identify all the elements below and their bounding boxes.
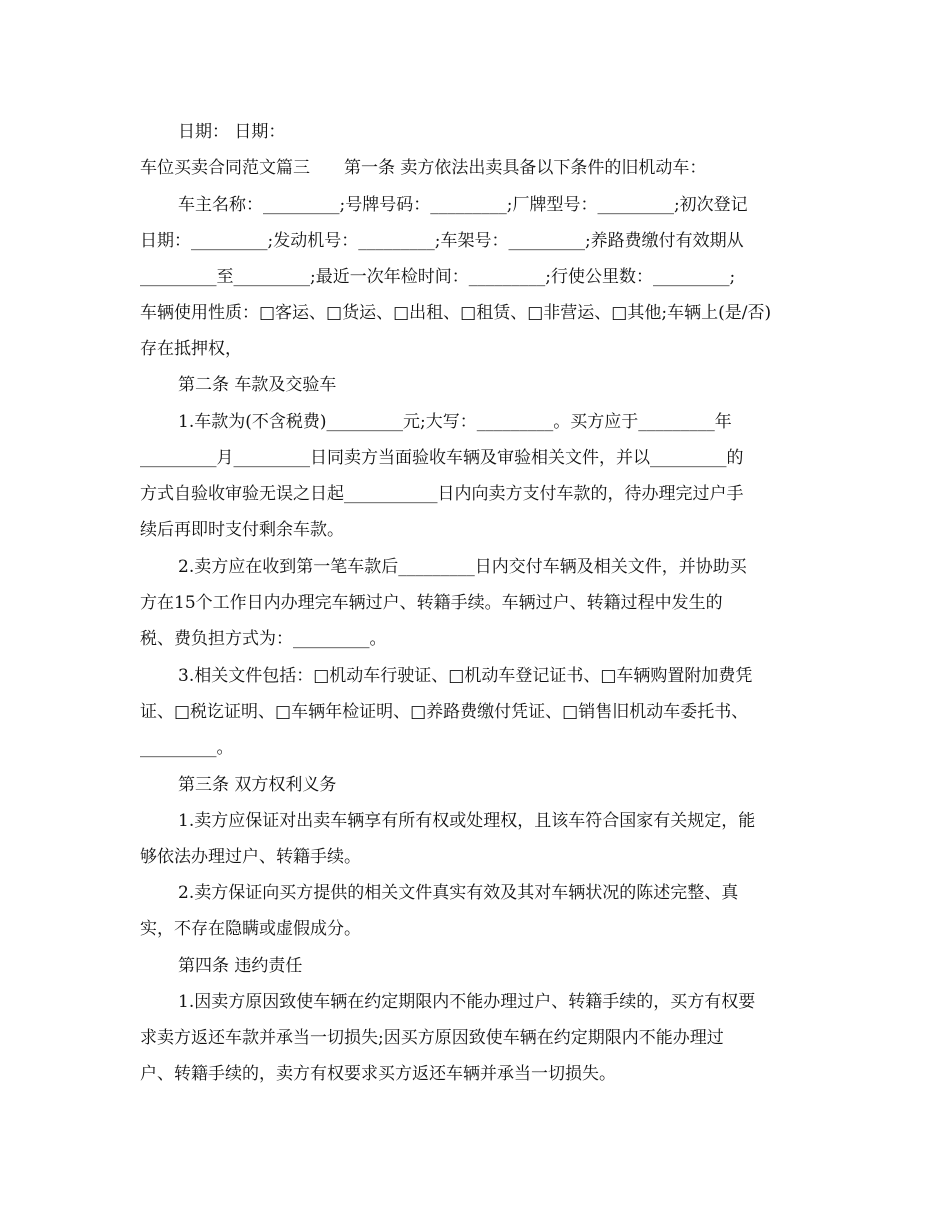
article1-line: 日期：_________;发动机号：_________;车架号：_________;养路费缴付有效期从 [140, 231, 744, 251]
article4-heading: 第四条 违约责任 [178, 956, 303, 976]
date-line: 日期： 日期： [178, 122, 286, 142]
article2-heading: 第二条 车款及交验车 [178, 375, 337, 395]
article2-p3-line: _________。 [140, 738, 234, 758]
article2-p3-line: 证、□税讫证明、□车辆年检证明、□养路费缴付凭证、□销售旧机动车委托书、 [140, 702, 749, 722]
article2-p2-line: 税、费负担方式为：_________。 [140, 629, 387, 649]
article2-p2-line: 2.卖方应在收到第一笔车款后_________日内交付车辆及相关文件，并协助买 [178, 557, 747, 577]
article3-p1-line: 够依法办理过户、转籍手续。 [140, 847, 361, 867]
article1-line: _________至_________;最近一次年检时间：_________;行使公里数：_________; [140, 267, 736, 287]
article2-p3-line: 3.相关文件包括：□机动车行驶证、□机动车登记证书、□车辆购置附加费凭 [178, 666, 753, 686]
title-line: 车位买卖合同范文篇三 第一条 卖方依法出卖具备以下条件的旧机动车： [140, 158, 707, 178]
article4-p1-line: 1.因卖方原因致使车辆在约定期限内不能办理过户、转籍手续的，买方有权要 [178, 992, 756, 1012]
article3-p1-line: 1.卖方应保证对出卖车辆享有所有权或处理权，且该车符合国家有关规定，能 [178, 811, 756, 831]
article3-p2-line: 2.卖方保证向买方提供的相关文件真实有效及其对车辆状况的陈述完整、真 [178, 883, 739, 903]
article1-line: 存在抵押权， [140, 339, 242, 359]
article4-p1-line: 户、转籍手续的，卖方有权要求买方返还车辆并承当一切损失。 [140, 1064, 616, 1084]
article1-line: 车主名称：_________;号牌号码：_________;厂牌型号：_________;初次登记 [178, 195, 748, 215]
article1-line: 车辆使用性质：□客运、□货运、□出租、□租赁、□非营运、□其他;车辆上(是/否) [140, 303, 772, 323]
article2-p1-line: _________月_________日同卖方当面验收车辆及审验相关文件，并以_________的 [140, 448, 744, 468]
article3-heading: 第三条 双方权利义务 [178, 775, 337, 795]
article2-p1-line: 续后再即时支付剩余车款。 [140, 520, 344, 540]
article4-p1-line: 求卖方返还车款并承当一切损失;因买方原因致使车辆在约定期限内不能办理过 [140, 1028, 724, 1048]
article3-p2-line: 实，不存在隐瞒或虚假成分。 [140, 919, 361, 939]
article2-p2-line: 方在15个工作日内办理完车辆过户、转籍手续。车辆过户、转籍过程中发生的 [140, 593, 723, 613]
article2-p1-line: 方式自验收审验无误之日起___________日内向卖方支付车款的，待办理完过户手 [140, 484, 744, 504]
article2-p1-line: 1.车款为(不含税费)_________元;大写：_________。买方应于_________年 [178, 412, 732, 432]
